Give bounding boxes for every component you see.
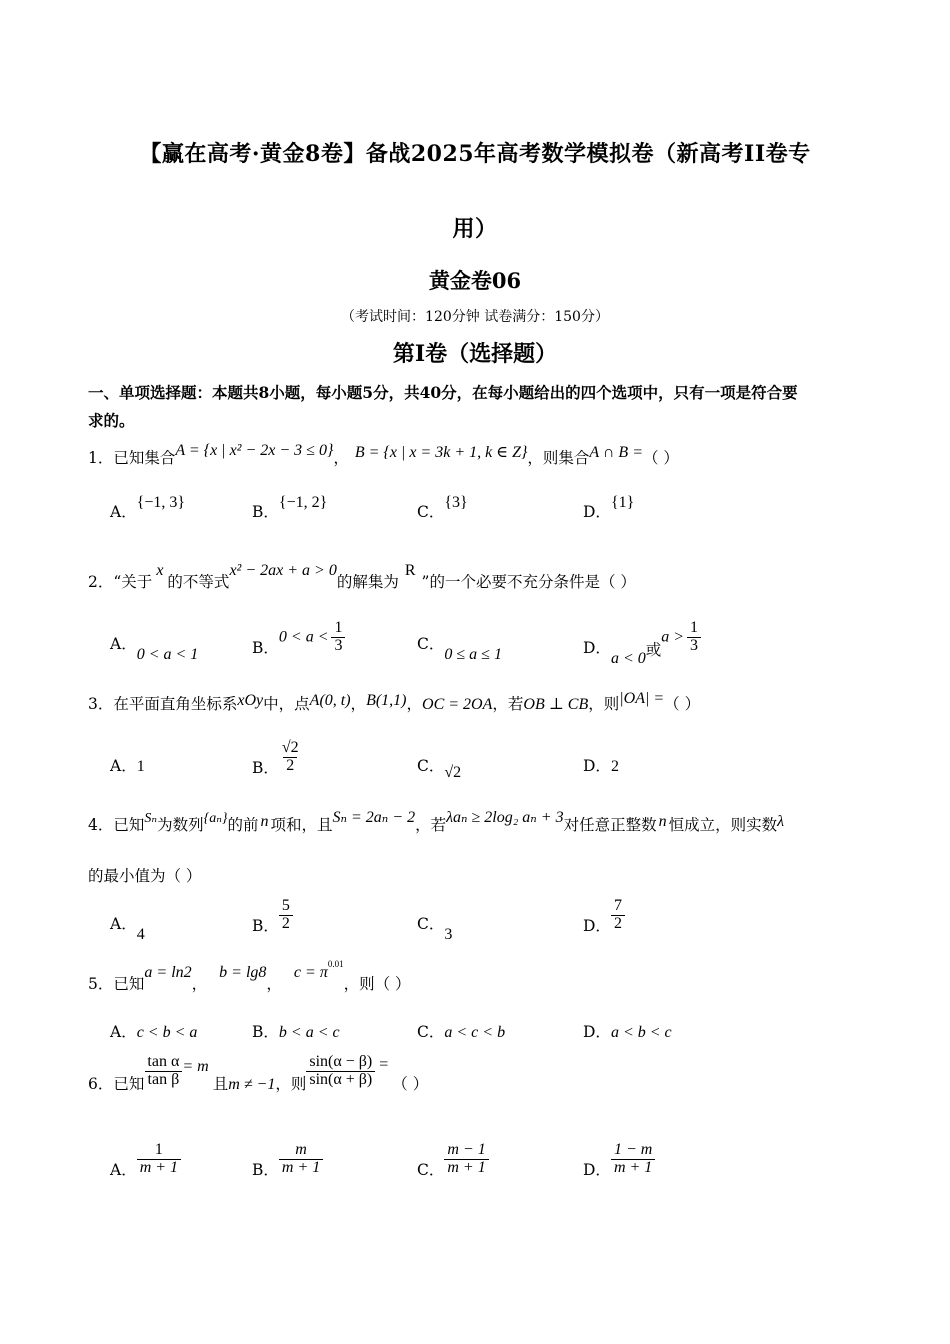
fraction-numerator: m bbox=[295, 1141, 307, 1158]
question-text: 对任意正整数 bbox=[563, 816, 657, 834]
option bbox=[252, 739, 302, 778]
math-expression: λ bbox=[777, 813, 785, 830]
math-expression: x² − 2ax + a > 0 bbox=[229, 562, 337, 579]
section-heading: 第I卷（选择题） bbox=[392, 341, 558, 367]
math-expression: {aₙ} bbox=[203, 811, 228, 826]
fraction bbox=[144, 1054, 182, 1089]
fraction-numerator: 1 − m bbox=[613, 1141, 653, 1158]
instructions-line-1: 一、单项选择题：本题共8小题，每小题5分，共40分，在每小题给出的四个选项中，只有一项是符合要 bbox=[88, 383, 798, 402]
option bbox=[417, 494, 468, 522]
question-text: 中，点 bbox=[263, 695, 310, 713]
math-expression: = bbox=[379, 1056, 389, 1074]
option bbox=[583, 754, 619, 776]
option-math: 0 ≤ a ≤ 1 bbox=[444, 646, 502, 663]
option bbox=[110, 632, 199, 663]
option-math: c < b < a bbox=[136, 1024, 198, 1041]
option bbox=[110, 1020, 197, 1042]
option bbox=[110, 494, 186, 522]
question-text: 在平面直角坐标系 bbox=[113, 695, 238, 713]
option-label: D． bbox=[583, 1161, 611, 1180]
option-label: C． bbox=[417, 503, 445, 521]
question-text: 的不等式 bbox=[167, 573, 230, 591]
question-number: 6． bbox=[88, 1075, 114, 1094]
question-text: 恒成立，则实数 bbox=[668, 816, 778, 834]
paper-subtitle: 黄金卷06 bbox=[428, 268, 522, 293]
fraction-denominator: 2 bbox=[611, 915, 625, 933]
question-number: 2． bbox=[88, 573, 114, 591]
question-text: ，则 bbox=[588, 695, 620, 713]
option bbox=[110, 912, 145, 943]
option bbox=[417, 1141, 489, 1180]
option-label: D． bbox=[583, 503, 611, 521]
question-text: ，则（ ） bbox=[343, 975, 411, 993]
math-expression: m ≠ −1 bbox=[228, 1076, 276, 1094]
fraction-numerator: 1 bbox=[334, 619, 343, 636]
math-superscript: 0.01 bbox=[327, 958, 344, 969]
fraction-denominator: 2 bbox=[279, 915, 293, 933]
option-label: D． bbox=[583, 639, 611, 658]
option-label: B． bbox=[252, 639, 279, 658]
option-math: 4 bbox=[136, 926, 145, 943]
math-expression: xOy bbox=[237, 692, 264, 709]
question-4 bbox=[88, 809, 785, 835]
question-text: ，若 bbox=[415, 816, 447, 834]
page-title-continued: 用） bbox=[452, 216, 498, 242]
math-expression: n bbox=[260, 813, 269, 830]
question-text: 的前 bbox=[227, 816, 259, 834]
question-text: 为数列 bbox=[157, 816, 204, 834]
option-label: A． bbox=[110, 915, 137, 933]
question-text: “关于 bbox=[113, 573, 153, 591]
option-label: B． bbox=[252, 917, 279, 936]
option-label: C． bbox=[417, 757, 445, 775]
exam-info: （考试时间：120分钟 试卷满分：150分） bbox=[341, 309, 609, 325]
question-text: ，若 bbox=[492, 695, 524, 713]
question-text: ， bbox=[350, 695, 367, 713]
math-expression: |OA| = bbox=[619, 690, 665, 707]
question-text: ， bbox=[333, 449, 349, 467]
question-number: 4． bbox=[88, 816, 114, 834]
fraction-denominator: m + 1 bbox=[444, 1159, 488, 1177]
option-text: 或 bbox=[645, 641, 662, 660]
option-math: √2 bbox=[444, 764, 462, 781]
option-label: D． bbox=[583, 757, 611, 775]
question-text: ， bbox=[406, 695, 423, 713]
question-6 bbox=[88, 1053, 429, 1094]
question-4-continued: 的最小值为（ ） bbox=[88, 867, 202, 885]
fraction bbox=[279, 740, 302, 775]
option-label: A． bbox=[110, 1161, 137, 1180]
math-expression: B(1,1) bbox=[366, 692, 407, 709]
option-math: a > bbox=[661, 628, 685, 646]
math-expression: Sₙ = 2aₙ − 2 bbox=[332, 809, 416, 826]
fraction-denominator: m + 1 bbox=[279, 1159, 323, 1177]
option bbox=[583, 494, 635, 522]
fraction bbox=[306, 1054, 375, 1089]
question-text: ， bbox=[266, 975, 282, 993]
option bbox=[110, 1141, 181, 1180]
option bbox=[252, 1141, 323, 1180]
math-expression: A = {x | x² − 2x − 3 ≤ 0} bbox=[175, 442, 334, 459]
option-label: C． bbox=[417, 915, 445, 933]
option-label: B． bbox=[252, 503, 279, 521]
math-expression: Sₙ bbox=[144, 811, 158, 826]
option-label: D． bbox=[583, 1023, 611, 1041]
fraction-numerator: m − 1 bbox=[447, 1141, 486, 1158]
option-label: A． bbox=[110, 1023, 137, 1041]
math-expression: = m bbox=[182, 1058, 209, 1076]
fraction-denominator: 2 bbox=[283, 757, 297, 775]
fraction bbox=[331, 620, 345, 655]
fraction bbox=[687, 620, 701, 655]
question-number: 5． bbox=[88, 975, 114, 993]
fraction-denominator: m + 1 bbox=[137, 1159, 181, 1177]
fraction-numerator: sin(α − β) bbox=[309, 1053, 373, 1070]
math-expression: a = ln2 bbox=[144, 964, 192, 981]
math-expression: OC = 2OA bbox=[422, 696, 493, 713]
question-text: 已知集合 bbox=[113, 449, 176, 467]
math-expression: x bbox=[156, 562, 164, 579]
page-title: 【赢在高考·黄金8卷】备战2025年高考数学模拟卷（新高考II卷专 bbox=[139, 141, 811, 167]
question-text: （ ） bbox=[664, 695, 701, 713]
fraction bbox=[279, 898, 293, 933]
option bbox=[583, 897, 625, 936]
option-math: {−1, 3} bbox=[136, 494, 186, 511]
question-text: 已知 bbox=[113, 816, 145, 834]
option-label: B． bbox=[252, 1023, 279, 1041]
question-number: 3． bbox=[88, 695, 114, 713]
option bbox=[583, 619, 701, 668]
option-label: A． bbox=[110, 757, 137, 775]
option-math: {1} bbox=[610, 494, 635, 511]
fraction bbox=[611, 1142, 655, 1177]
question-1 bbox=[88, 442, 679, 468]
option-math: {3} bbox=[444, 494, 468, 511]
option-math: a < c < b bbox=[444, 1024, 506, 1041]
option-label: B． bbox=[252, 759, 279, 778]
option-math: 2 bbox=[610, 758, 619, 775]
option-label: A． bbox=[110, 503, 137, 521]
math-expression: A(0, t) bbox=[309, 692, 351, 709]
option-label: C． bbox=[417, 635, 445, 653]
math-expression: B = {x | x = 3k + 1, k ∈ Z} bbox=[354, 444, 528, 461]
fraction-numerator: 7 bbox=[613, 897, 622, 914]
option bbox=[417, 912, 453, 943]
question-5 bbox=[88, 958, 411, 994]
question-number: 1． bbox=[88, 449, 114, 467]
option-label: B． bbox=[252, 1161, 279, 1180]
option-math: 1 bbox=[136, 758, 145, 775]
question-text: ，则 bbox=[275, 1075, 307, 1094]
question-3 bbox=[88, 692, 700, 714]
option-label: C． bbox=[417, 1023, 445, 1041]
option bbox=[252, 494, 328, 522]
option-math: 0 < a < 1 bbox=[136, 646, 199, 663]
option-math: {−1, 2} bbox=[278, 494, 328, 511]
option bbox=[583, 1020, 672, 1042]
fraction-numerator: 1 bbox=[154, 1141, 163, 1158]
fraction-denominator: 3 bbox=[687, 637, 701, 655]
math-expression: b = lg8 bbox=[219, 964, 267, 981]
option-math: 3 bbox=[444, 926, 453, 943]
fraction-denominator: m + 1 bbox=[611, 1159, 655, 1177]
question-text: （ ） bbox=[643, 449, 679, 467]
question-text: 项和，且 bbox=[270, 816, 333, 834]
question-text: ，则集合 bbox=[527, 449, 590, 467]
fraction-numerator: √2 bbox=[281, 739, 299, 756]
option bbox=[417, 1020, 505, 1042]
option bbox=[252, 619, 345, 658]
math-expression: OB ⊥ CB bbox=[523, 696, 589, 713]
option-math: b < a < c bbox=[278, 1024, 340, 1041]
math-expression: n bbox=[658, 813, 667, 830]
option bbox=[583, 1141, 655, 1180]
fraction-numerator: tan α bbox=[147, 1053, 180, 1070]
option bbox=[252, 1020, 340, 1042]
math-expression: c = π bbox=[293, 964, 328, 981]
fraction bbox=[611, 898, 625, 933]
fraction bbox=[279, 1142, 323, 1177]
fraction-denominator: sin(α + β) bbox=[306, 1071, 375, 1089]
fraction-numerator: 1 bbox=[690, 619, 699, 636]
question-text: （ ） bbox=[392, 1075, 429, 1094]
option-math: a < b < c bbox=[610, 1024, 672, 1041]
option bbox=[417, 754, 462, 781]
fraction bbox=[137, 1142, 181, 1177]
option-label: A． bbox=[110, 635, 137, 653]
option-label: D． bbox=[583, 917, 611, 936]
instructions-line-2: 求的。 bbox=[88, 411, 135, 430]
option bbox=[252, 897, 293, 936]
math-expression: R bbox=[404, 562, 416, 579]
question-text: 已知 bbox=[113, 1075, 145, 1094]
question-text: ”的一个必要不充分条件是（ ） bbox=[421, 573, 636, 591]
option bbox=[110, 754, 145, 776]
fraction-numerator: 5 bbox=[281, 897, 290, 914]
fraction-denominator: tan β bbox=[145, 1071, 183, 1089]
math-expression: A ∩ B = bbox=[589, 444, 643, 461]
question-text: 已知 bbox=[113, 975, 145, 993]
fraction-denominator: 3 bbox=[331, 637, 345, 655]
question-text: ， bbox=[191, 975, 208, 993]
option-label: C． bbox=[417, 1161, 445, 1180]
question-text: 的解集为 bbox=[336, 573, 399, 591]
option-math: a < 0 bbox=[610, 650, 646, 668]
option bbox=[417, 632, 502, 663]
question-2 bbox=[88, 562, 636, 592]
math-expression: λaₙ ≥ 2log₂ aₙ + 3 bbox=[446, 809, 564, 826]
option-math: 0 < a < bbox=[278, 628, 329, 646]
question-text: 且 bbox=[212, 1075, 229, 1094]
fraction bbox=[444, 1142, 488, 1177]
